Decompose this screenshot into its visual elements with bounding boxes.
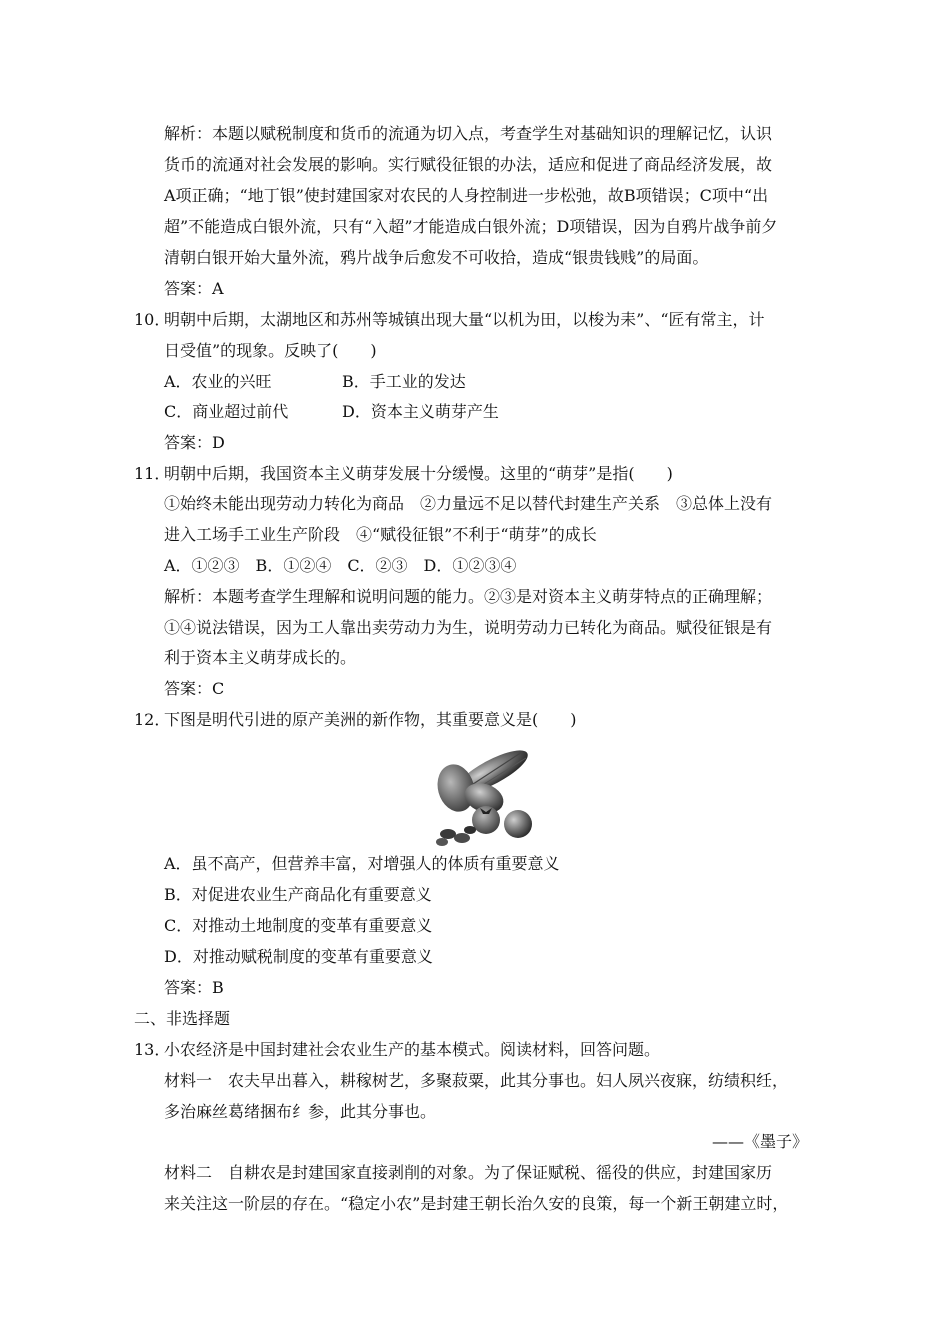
q12-option-c: C．对推动土地制度的变革有重要意义 xyxy=(164,916,433,935)
q13-stem: 小农经济是中国封建社会农业生产的基本模式。阅读材料，回答问题。 xyxy=(164,1040,661,1059)
q11-analysis-line-3: 利于资本主义萌芽成长的。 xyxy=(164,648,357,667)
q13-number: 13． xyxy=(134,1040,171,1059)
q11-number: 11． xyxy=(134,464,171,483)
q9-analysis-line-1: 解析：本题以赋税制度和货币的流通为切入点，考查学生对基础知识的理解记忆，认识 xyxy=(164,124,773,143)
q12-number: 12． xyxy=(134,710,171,729)
q11-answer: 答案：C xyxy=(164,679,225,698)
q11-stem: 明朝中后期，我国资本主义萌芽发展十分缓慢。这里的“萌芽”是指( ) xyxy=(164,464,673,483)
crops-illustration xyxy=(434,744,534,848)
q13-material1-line-2: 多治麻丝葛绪捆布纟参，此其分事也。 xyxy=(164,1102,437,1121)
q10-number: 10． xyxy=(134,310,171,329)
q10-option-a: A．农业的兴旺 xyxy=(164,372,272,391)
q9-analysis-line-2: 货币的流通对社会发展的影响。实行赋役征银的办法，适应和促进了商品经济发展，故 xyxy=(164,155,773,174)
q12-stem: 下图是明代引进的原产美洲的新作物，其重要意义是( ) xyxy=(164,710,577,729)
q9-analysis-line-3: A项正确；“地丁银”使封建国家对农民的人身控制进一步松弛，故B项错误；C项中“出 xyxy=(164,186,769,205)
q11-analysis-line-2: ①④说法错误，因为工人靠出卖劳动力为生，说明劳动力已转化为商品。赋役征银是有 xyxy=(164,618,773,637)
q11-options: A．①②③ B．①②④ C．②③ D．①②③④ xyxy=(164,556,517,575)
q13-material1-line-1: 材料一 农夫早出暮入，耕稼树艺，多聚菽粟，此其分事也。妇人夙兴夜寐，纺绩积纴， xyxy=(164,1071,789,1090)
q10-option-b: B．手工业的发达 xyxy=(342,372,466,391)
q12-option-a: A．虽不高产，但营养丰富，对增强人的体质有重要意义 xyxy=(164,854,560,873)
q10-stem-line-1: 明朝中后期，太湖地区和苏州等城镇出现大量“以机为田，以梭为耒”、“匠有常主，计 xyxy=(164,310,765,329)
q13-source1: ——《墨子》 xyxy=(711,1132,808,1151)
q9-analysis-line-5: 清朝白银开始大量外流，鸦片战争后愈发不可收拾，造成“银贵钱贱”的局面。 xyxy=(164,248,709,267)
section-heading: 二、非选择题 xyxy=(134,1009,231,1028)
q9-answer: 答案：A xyxy=(164,279,224,298)
q12-option-b: B．对促进农业生产商品化有重要意义 xyxy=(164,885,432,904)
q12-option-d: D．对推动赋税制度的变革有重要意义 xyxy=(164,947,433,966)
q11-items-line-1: ①始终未能出现劳动力转化为商品 ②力量远不足以替代封建生产关系 ③总体上没有 xyxy=(164,494,773,513)
q13-material2-line-1: 材料二 自耕农是封建国家直接剥削的对象。为了保证赋税、徭役的供应，封建国家历 xyxy=(164,1163,773,1182)
q10-option-d: D．资本主义萌芽产生 xyxy=(342,402,499,421)
q10-stem-line-2: 日受值”的现象。反映了( ) xyxy=(164,341,377,360)
q11-analysis-line-1: 解析：本题考查学生理解和说明问题的能力。②③是对资本主义萌芽特点的正确理解； xyxy=(164,587,773,606)
q11-items-line-2: 进入工场手工业生产阶段 ④“赋役征银”不利于“萌芽”的成长 xyxy=(164,525,597,544)
q9-analysis-line-4: 超”不能造成白银外流，只有“入超”才能造成白银外流；D项错误，因为自鸦片战争前夕 xyxy=(164,217,778,236)
q13-material2-line-2: 来关注这一阶层的存在。“稳定小农”是封建王朝长治久安的良策，每一个新王朝建立时， xyxy=(164,1194,789,1213)
q12-answer: 答案：B xyxy=(164,978,224,997)
q10-answer: 答案：D xyxy=(164,433,225,452)
q10-option-c: C．商业超过前代 xyxy=(164,402,289,421)
